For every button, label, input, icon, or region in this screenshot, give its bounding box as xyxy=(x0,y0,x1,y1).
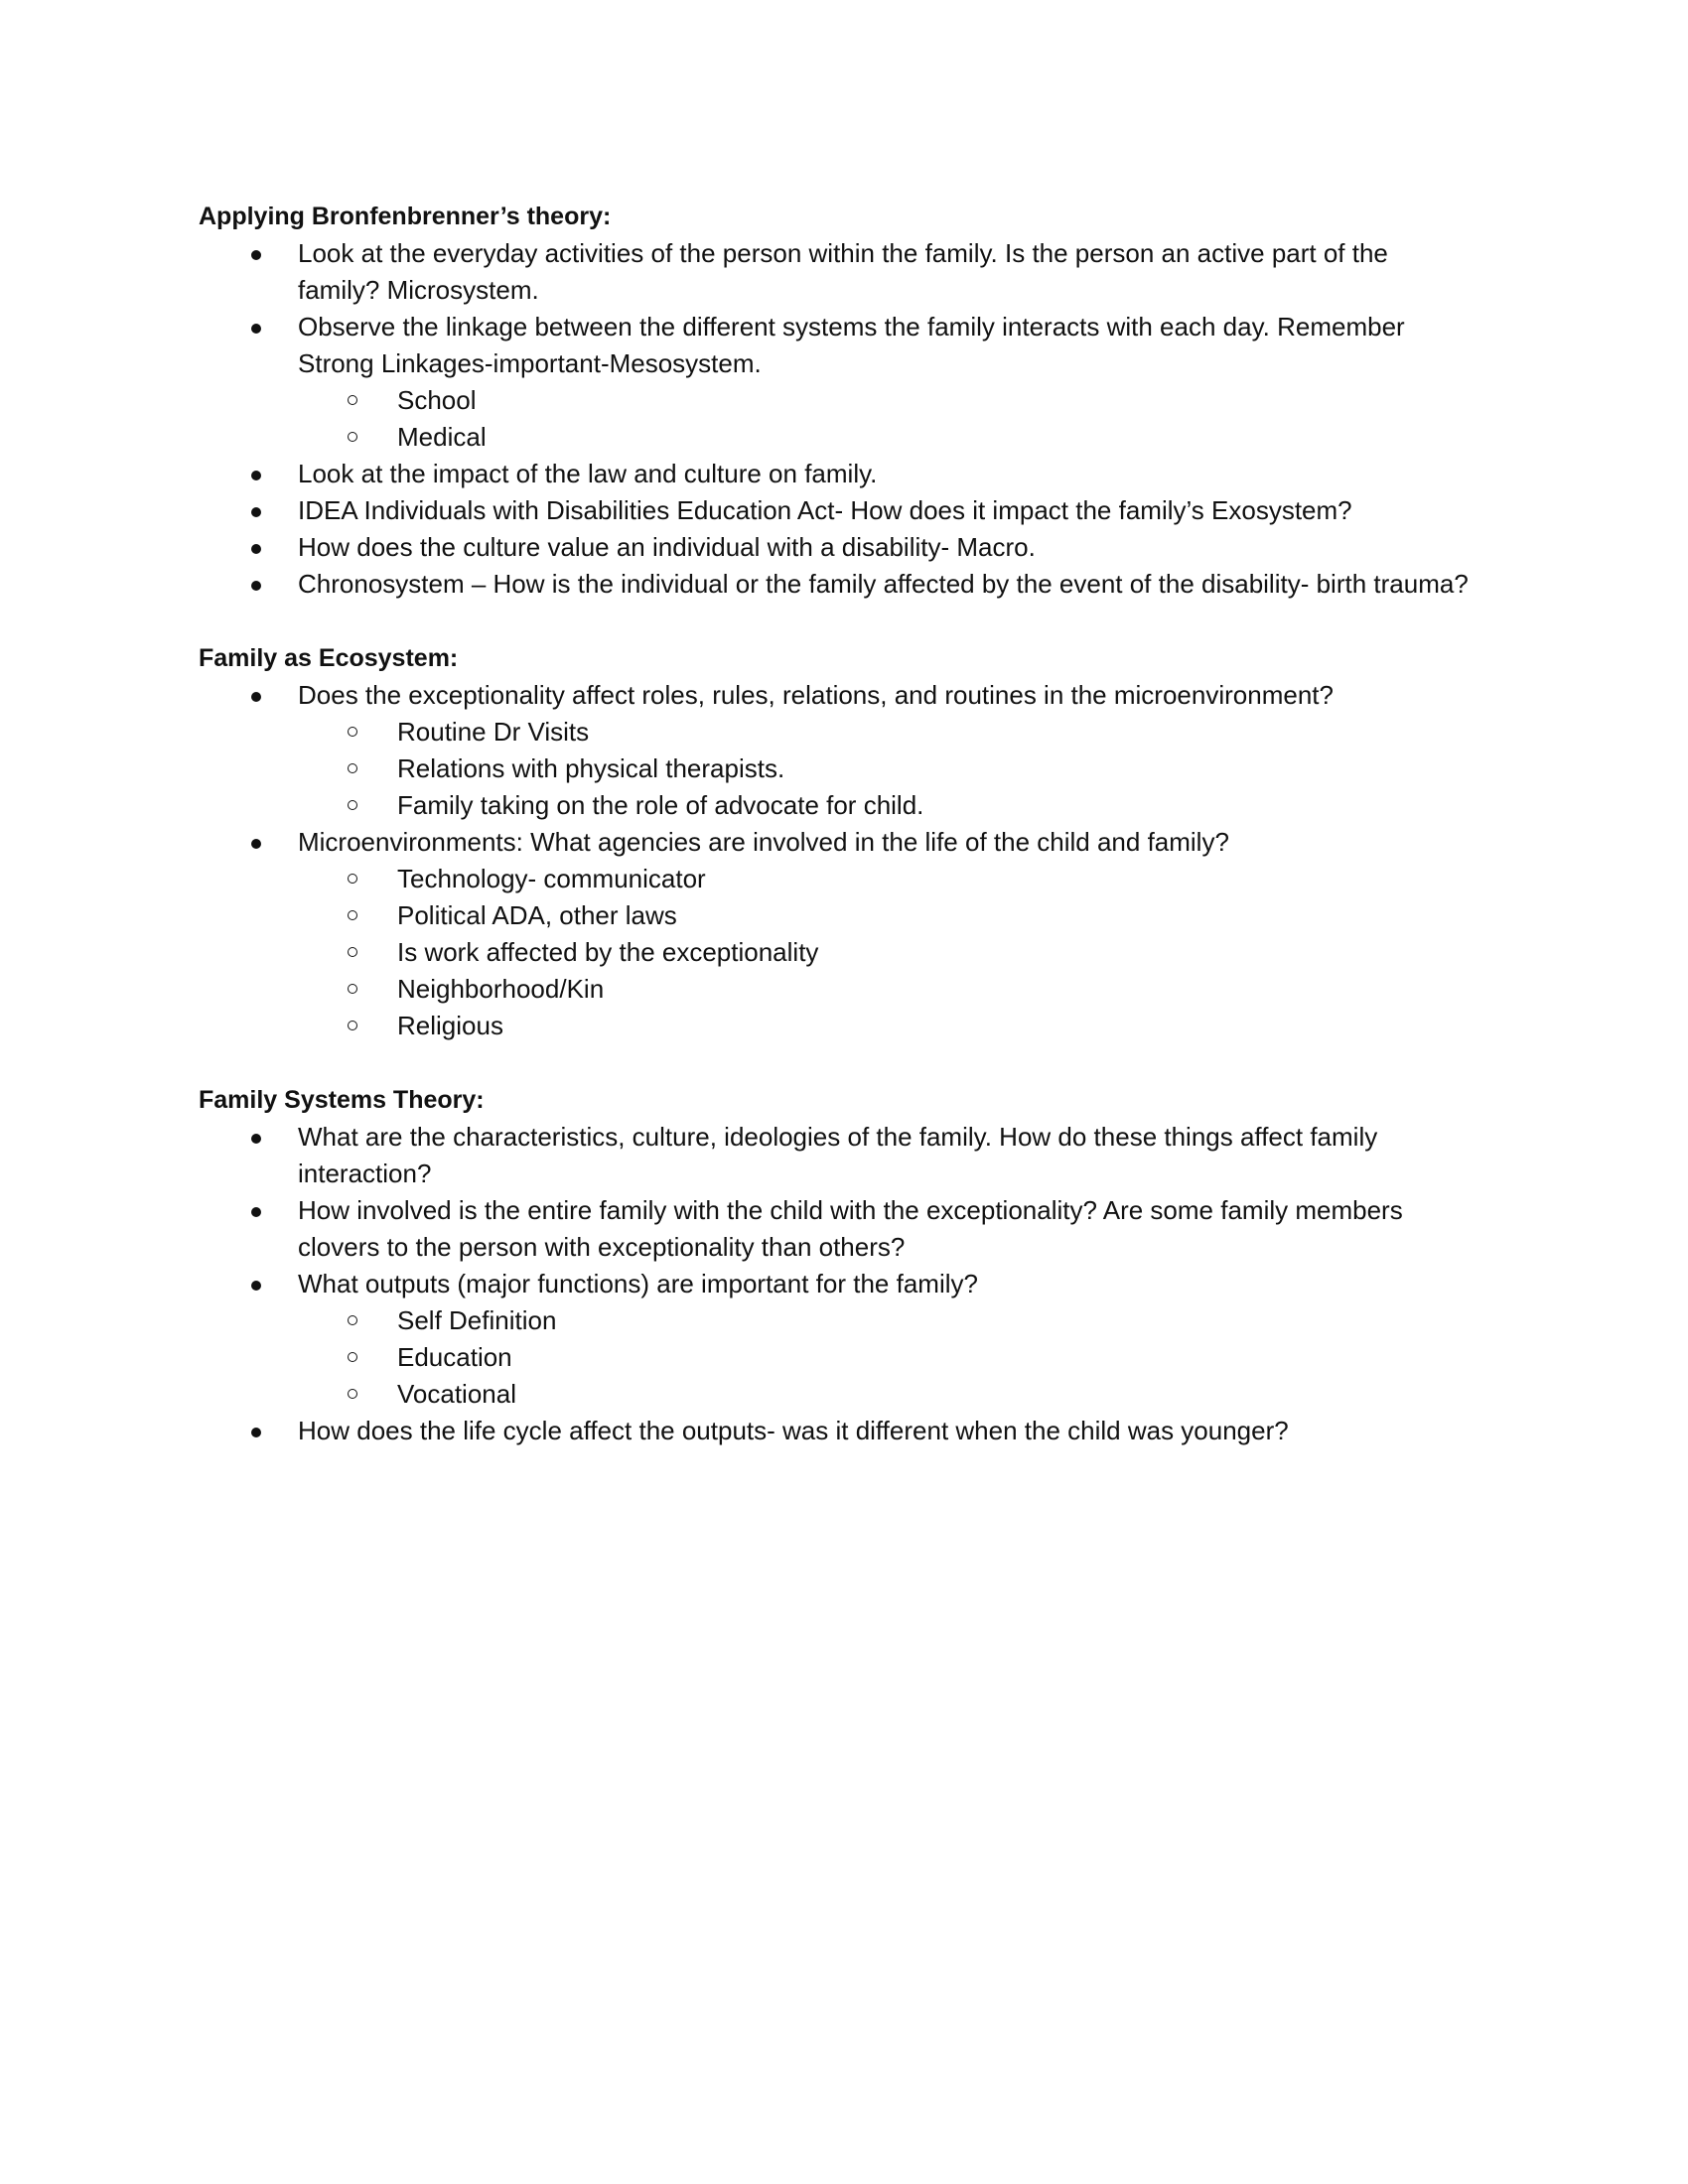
section-heading: Applying Bronfenbrenner’s theory: xyxy=(199,203,612,230)
circle-bullet-icon xyxy=(348,727,357,737)
sub-list-item-text: Is work affected by the exceptionality xyxy=(397,937,819,967)
sub-list-item-text: Technology- communicator xyxy=(397,864,706,893)
bullet-icon xyxy=(251,1207,261,1217)
circle-bullet-icon xyxy=(348,1389,357,1399)
list-item xyxy=(199,677,1470,824)
section-family-ecosystem xyxy=(199,640,1489,1044)
circle-bullet-icon xyxy=(348,800,357,810)
sub-list-item xyxy=(298,787,1470,824)
section-heading: Family Systems Theory: xyxy=(199,1086,485,1114)
bullet-icon xyxy=(251,250,261,260)
list-item xyxy=(199,309,1470,456)
sub-list-item xyxy=(298,897,1470,934)
section-bronfenbrenner xyxy=(199,199,1489,603)
sub-list-item xyxy=(298,1008,1470,1044)
list-item-text: IDEA Individuals with Disabilities Education Act- How does it impact the family’s Exosystem? xyxy=(298,495,1352,525)
sub-list-item xyxy=(298,861,1470,897)
bullet-icon xyxy=(251,544,261,554)
list-item-text: Does the exceptionality affect roles, rules, relations, and routines in the microenvironment? xyxy=(298,680,1334,710)
list-item xyxy=(199,1413,1470,1449)
list-item xyxy=(199,1119,1470,1192)
list-item-text: What are the characteristics, culture, ideologies of the family. How do these things affect family interaction? xyxy=(298,1122,1378,1188)
sub-list-item-text: Self Definition xyxy=(397,1305,557,1335)
sub-list xyxy=(298,1302,1470,1413)
list-item xyxy=(199,1192,1470,1266)
sub-list-item xyxy=(298,1339,1470,1376)
bullet-list xyxy=(199,677,1489,1044)
circle-bullet-icon xyxy=(348,1352,357,1362)
bullet-icon xyxy=(251,1428,261,1437)
sub-list-item-text: Routine Dr Visits xyxy=(397,717,590,747)
circle-bullet-icon xyxy=(348,984,357,994)
list-item-text: What outputs (major functions) are important for the family? xyxy=(298,1269,978,1298)
list-item xyxy=(199,566,1470,603)
bullet-icon xyxy=(251,507,261,517)
sub-list-item-text: Family taking on the role of advocate for child. xyxy=(397,790,924,820)
sub-list-item-text: Medical xyxy=(397,422,487,452)
list-item-text: Look at the everyday activities of the person within the family. Is the person an active part of the family? Microsystem. xyxy=(298,238,1388,305)
list-item xyxy=(199,529,1470,566)
bullet-icon xyxy=(251,471,261,480)
sub-list-item xyxy=(298,934,1470,971)
circle-bullet-icon xyxy=(348,395,357,405)
bullet-list xyxy=(199,235,1489,603)
bullet-icon xyxy=(251,1134,261,1144)
circle-bullet-icon xyxy=(348,910,357,920)
sub-list-item xyxy=(298,1302,1470,1339)
list-item xyxy=(199,235,1470,309)
sub-list-item-text: Vocational xyxy=(397,1379,516,1409)
sub-list-item xyxy=(298,419,1470,456)
sub-list-item-text: School xyxy=(397,385,477,415)
list-item xyxy=(199,492,1470,529)
list-item-text: Observe the linkage between the different systems the family interacts with each day. Remember Strong Linkages-important-Mesosystem. xyxy=(298,312,1405,378)
bullet-icon xyxy=(251,839,261,849)
sub-list xyxy=(298,714,1470,824)
bullet-icon xyxy=(251,692,261,702)
sub-list-item-text: Religious xyxy=(397,1011,503,1040)
circle-bullet-icon xyxy=(348,874,357,884)
list-item xyxy=(199,456,1470,492)
sub-list-item-text: Relations with physical therapists. xyxy=(397,753,785,783)
sub-list-item-text: Neighborhood/Kin xyxy=(397,974,605,1004)
list-item-text: How involved is the entire family with the child with the exceptionality? Are some family members clovers to the person with exceptionality than others? xyxy=(298,1195,1403,1262)
bullet-icon xyxy=(251,324,261,334)
sub-list xyxy=(298,382,1470,456)
sub-list-item xyxy=(298,751,1470,787)
sub-list-item xyxy=(298,714,1470,751)
section-family-systems-theory xyxy=(199,1082,1489,1449)
list-item xyxy=(199,824,1470,1044)
list-item-text: Microenvironments: What agencies are involved in the life of the child and family? xyxy=(298,827,1229,857)
list-item-text: Look at the impact of the law and culture on family. xyxy=(298,459,878,488)
sub-list xyxy=(298,861,1470,1044)
list-item-text: Chronosystem – How is the individual or the family affected by the event of the disability- birth trauma? xyxy=(298,569,1469,599)
list-item xyxy=(199,1266,1470,1413)
circle-bullet-icon xyxy=(348,432,357,442)
bullet-list xyxy=(199,1119,1489,1449)
list-item-text: How does the culture value an individual with a disability- Macro. xyxy=(298,532,1036,562)
sub-list-item xyxy=(298,382,1470,419)
circle-bullet-icon xyxy=(348,1021,357,1030)
sub-list-item-text: Political ADA, other laws xyxy=(397,900,677,930)
circle-bullet-icon xyxy=(348,947,357,957)
sub-list-item xyxy=(298,1376,1470,1413)
list-item-text: How does the life cycle affect the outputs- was it different when the child was younger? xyxy=(298,1416,1289,1445)
sub-list-item-text: Education xyxy=(397,1342,512,1372)
bullet-icon xyxy=(251,581,261,591)
document-page xyxy=(199,199,1489,1487)
section-heading: Family as Ecosystem: xyxy=(199,644,459,672)
circle-bullet-icon xyxy=(348,1315,357,1325)
sub-list-item xyxy=(298,971,1470,1008)
bullet-icon xyxy=(251,1281,261,1291)
circle-bullet-icon xyxy=(348,763,357,773)
